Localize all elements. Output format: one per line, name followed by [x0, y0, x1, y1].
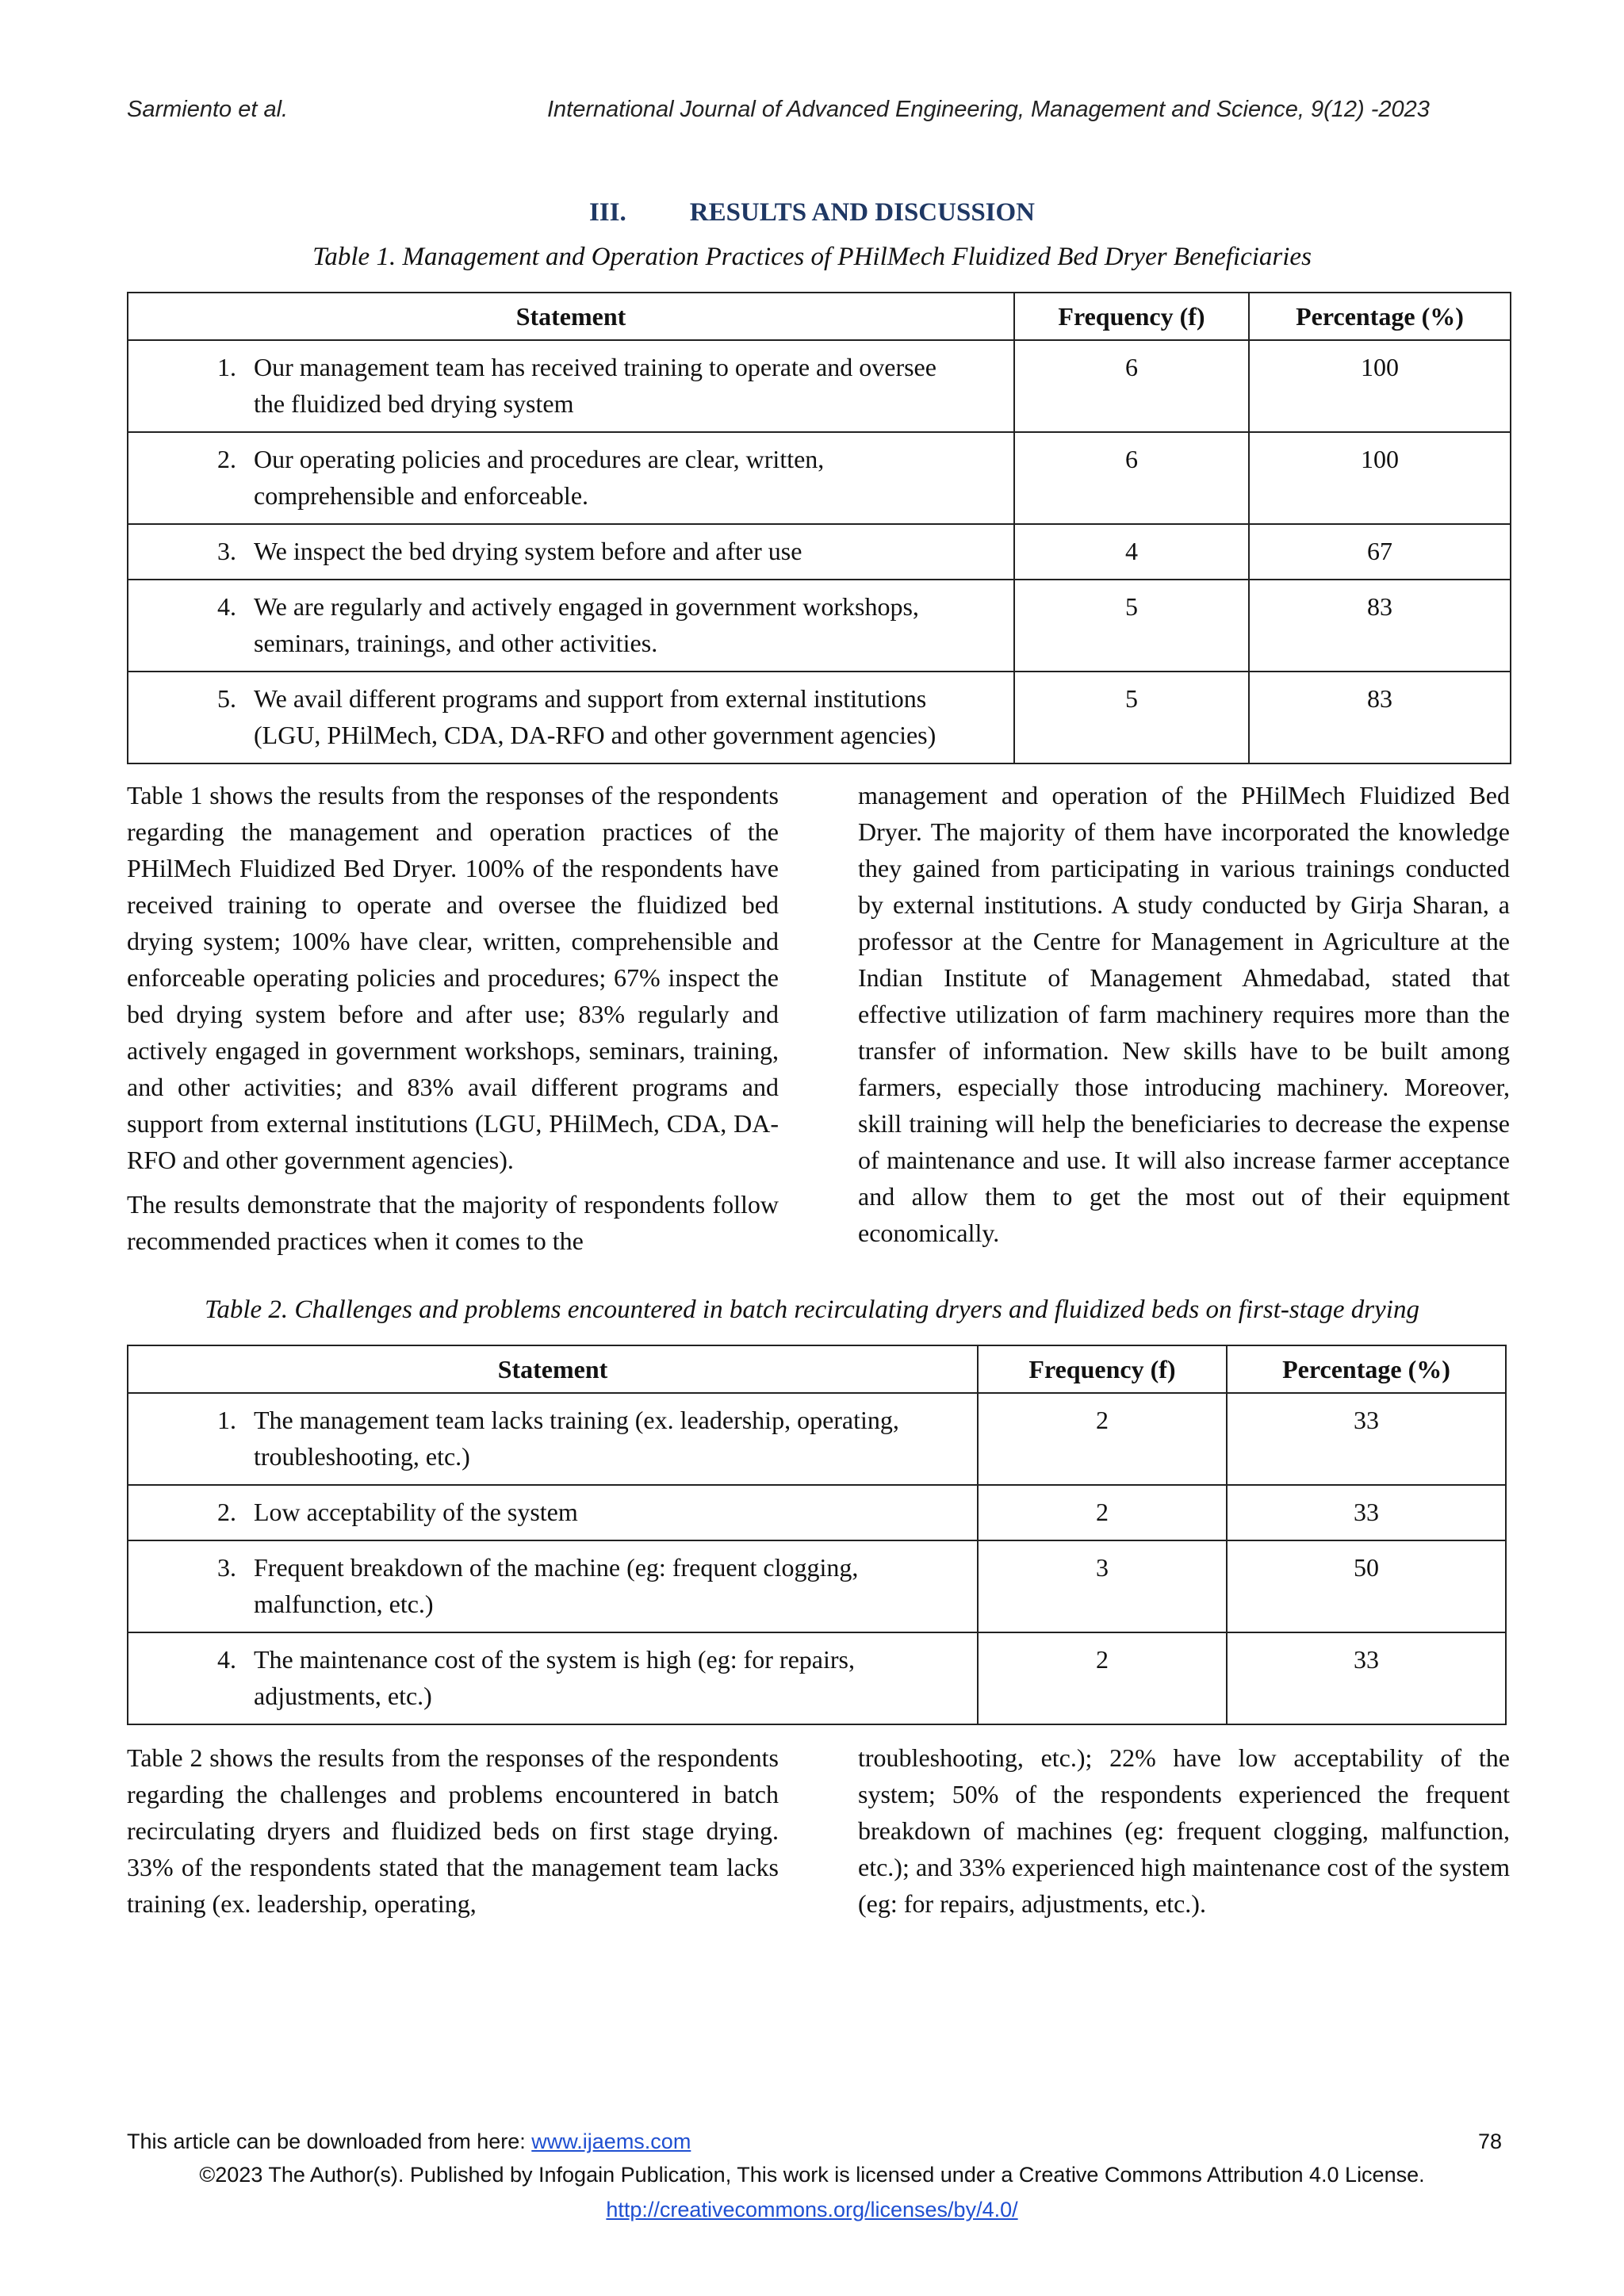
section-number: III.	[588, 198, 626, 227]
section-title: RESULTS AND DISCUSSION	[689, 198, 1036, 227]
frequency-cell: 3	[978, 1540, 1227, 1632]
statement-line: (LGU, PHilMech, CDA, DA-RFO and other government agencies)	[254, 721, 936, 749]
statement-line: We avail different programs and support from external institutions	[254, 684, 927, 713]
statement-line: seminars, trainings, and other activities.	[254, 629, 658, 657]
paragraph: Table 2 shows the results from the responses of the respondents regarding the challenges and problems encountered in batch recirculating dryers and fluidized beds on first stage drying. 33% of the respondents stated that the management team lacks training (ex. leadership, operating,	[127, 1743, 779, 1918]
text1-left-column	[127, 777, 779, 1267]
table2-caption: Table 2. Challenges and problems encountered in batch recirculating dryers and fluidized beds on first-stage drying	[205, 1295, 1419, 1324]
frequency-cell: 2	[978, 1632, 1227, 1724]
table-row	[128, 524, 1511, 580]
page-number: 78	[1478, 2130, 1503, 2153]
footer-download-text: This article can be downloaded from here:	[127, 2130, 532, 2153]
table1-header-statement: Statement	[128, 293, 1014, 340]
row-number: 4.	[217, 592, 236, 621]
frequency-cell: 2	[978, 1393, 1227, 1485]
frequency-cell: 6	[1014, 340, 1249, 432]
statement-line: malfunction, etc.)	[254, 1590, 434, 1618]
table1	[127, 292, 1511, 764]
paragraph: troubleshooting, etc.); 22% have low acceptability of the system; 50% of the respondents experienced the frequent breakdown of machines (eg: frequent clogging, malfunction, etc.); and 33% experienced high maintenance cost of the system (eg: for repairs, adjustments, etc.).	[858, 1743, 1510, 1918]
row-number: 3.	[217, 1553, 236, 1582]
table-row	[128, 1485, 1506, 1540]
paragraph: Table 1 shows the results from the responses of the respondents regarding the management and operation practices of the PHilMech Fluidized Bed Dryer. 100% of the respondents have received training to operate and oversee the fluidized bed drying system; 100% have clear, written, comprehensible and enforceable operating policies and procedures; 67% inspect the bed drying system before and after use; 83% regularly and actively engaged in government workshops, seminars, training, and other activities; and 83% avail different programs and support from external institutions (LGU, PHilMech, CDA, DA-RFO and other government agencies).	[127, 781, 779, 1174]
row-number: 1.	[217, 1406, 236, 1434]
statement-line: We are regularly and actively engaged in government workshops,	[254, 592, 919, 621]
text2-left-column	[127, 1739, 779, 1930]
frequency-cell: 5	[1014, 580, 1249, 672]
footer-download	[127, 2130, 691, 2154]
table1-header-frequency: Frequency (f)	[1014, 293, 1249, 340]
percentage-cell: 33	[1227, 1632, 1506, 1724]
table2-header-frequency: Frequency (f)	[978, 1345, 1227, 1393]
table2-header-row	[128, 1345, 1506, 1393]
row-number: 2.	[217, 1498, 236, 1526]
table-row	[128, 672, 1511, 763]
text1-right-column	[858, 777, 1510, 1259]
paragraph: management and operation of the PHilMech Fluidized Bed Dryer. The majority of them have incorporated the knowledge they gained from participating in various trainings conducted by external institutions. A study conducted by Girja Sharan, a professor at the Centre for Management in Agriculture at the Indian Institute of Management Ahmedabad, stated that effective utilization of farm machinery requires more than the transfer of information. New skills have to be built among farmers, especially those introducing machinery. Moreover, skill training will help the beneficiaries to decrease the expense of maintenance and use. It will also increase farmer acceptance and allow them to get the most out of their equipment economically.	[858, 781, 1510, 1247]
table2	[127, 1345, 1507, 1725]
statement-line: Low acceptability of the system	[254, 1498, 578, 1526]
running-header-authors: Sarmiento et al.	[127, 97, 289, 122]
frequency-cell: 5	[1014, 672, 1249, 763]
statement-line: The maintenance cost of the system is high (eg: for repairs,	[254, 1645, 855, 1674]
statement-line: comprehensible and enforceable.	[254, 481, 589, 510]
table1-header-percentage: Percentage (%)	[1249, 293, 1511, 340]
statement-line: Frequent breakdown of the machine (eg: frequent clogging,	[254, 1553, 859, 1582]
journal-website-link[interactable]: www.ijaems.com	[531, 2130, 691, 2153]
footer-license-line	[0, 2198, 1624, 2222]
text2-right-column	[858, 1739, 1510, 1930]
percentage-cell: 83	[1249, 672, 1511, 763]
table-row	[128, 1540, 1506, 1632]
percentage-cell: 100	[1249, 340, 1511, 432]
statement-line: The management team lacks training (ex. leadership, operating,	[254, 1406, 899, 1434]
frequency-cell: 2	[978, 1485, 1227, 1540]
footer-license-text: ©2023 The Author(s). Published by Infogain Publication, This work is licensed under a Creative Commons Attribution 4.0 License.	[199, 2163, 1425, 2187]
table2-header-statement: Statement	[128, 1345, 978, 1393]
frequency-cell: 6	[1014, 432, 1249, 524]
row-number: 3.	[217, 537, 236, 565]
row-number: 2.	[217, 445, 236, 473]
statement-line: troubleshooting, etc.)	[254, 1442, 470, 1471]
running-header-journal: International Journal of Advanced Engineering, Management and Science, 9(12) -2023	[547, 97, 1430, 122]
percentage-cell: 33	[1227, 1393, 1506, 1485]
statement-line: We inspect the bed drying system before and after use	[254, 537, 802, 565]
table-row	[128, 1393, 1506, 1485]
paragraph: The results demonstrate that the majority of respondents follow recommended practices when it comes to the	[127, 1190, 779, 1255]
row-number: 5.	[217, 684, 236, 713]
statement-line: Our management team has received training to operate and oversee	[254, 353, 936, 381]
table2-header-percentage: Percentage (%)	[1227, 1345, 1506, 1393]
table-row	[128, 580, 1511, 672]
section-heading	[0, 198, 1624, 228]
table1-header-row	[128, 293, 1511, 340]
percentage-cell: 67	[1249, 524, 1511, 580]
percentage-cell: 33	[1227, 1485, 1506, 1540]
table-row	[128, 432, 1511, 524]
percentage-cell: 83	[1249, 580, 1511, 672]
license-link[interactable]: http://creativecommons.org/licenses/by/4.0/	[606, 2198, 1018, 2221]
table-row	[128, 340, 1511, 432]
statement-line: adjustments, etc.)	[254, 1682, 432, 1710]
percentage-cell: 100	[1249, 432, 1511, 524]
frequency-cell: 4	[1014, 524, 1249, 580]
table1-caption: Table 1. Management and Operation Practices of PHilMech Fluidized Bed Dryer Beneficiaries	[312, 243, 1312, 271]
percentage-cell: 50	[1227, 1540, 1506, 1632]
table-row	[128, 1632, 1506, 1724]
row-number: 1.	[217, 353, 236, 381]
statement-line: the fluidized bed drying system	[254, 389, 574, 418]
row-number: 4.	[217, 1645, 236, 1674]
statement-line: Our operating policies and procedures are clear, written,	[254, 445, 825, 473]
